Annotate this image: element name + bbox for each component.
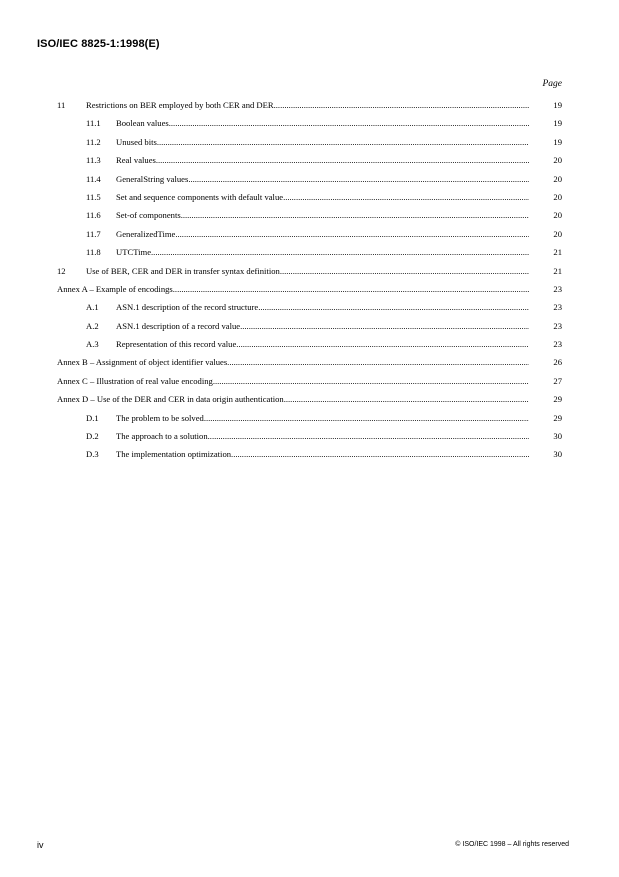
toc-entry[interactable]	[0, 96, 619, 114]
toc-entry-title: ASN.1 description of a record value	[116, 320, 241, 331]
toc-entry[interactable]	[0, 427, 619, 445]
toc-entry-title-line	[116, 335, 529, 353]
toc-dot-leader	[284, 390, 529, 408]
toc-entry-title: The problem to be solved	[116, 412, 204, 423]
toc-entry[interactable]	[0, 409, 619, 427]
toc-entry-title-line	[57, 280, 529, 298]
document-header-title: ISO/IEC 8825-1:1998(E)	[37, 38, 160, 50]
toc-entry-title: Real values	[116, 155, 156, 166]
toc-entry-title-line	[116, 427, 529, 445]
toc-entry-title: The approach to a solution	[116, 431, 208, 442]
toc-dot-leader	[208, 427, 529, 445]
footer-page-number: iv	[37, 840, 44, 850]
toc-entry-page-number: 23	[553, 302, 562, 313]
toc-entry-number: 11.3	[86, 155, 101, 166]
toc-entry-page-number: 29	[553, 412, 562, 423]
toc-entry-page-number: 27	[553, 375, 562, 386]
toc-entry[interactable]	[0, 170, 619, 188]
toc-entry-title: Unused bits	[116, 136, 157, 147]
toc-entry[interactable]	[0, 262, 619, 280]
toc-entry[interactable]	[0, 372, 619, 390]
toc-entry-title-line	[57, 390, 529, 408]
toc-entry-title: Representation of this record value	[116, 339, 237, 350]
toc-entry-page-number: 20	[553, 155, 562, 166]
toc-entry-page-number: 20	[553, 173, 562, 184]
toc-entry-title: Annex A – Example of encodings	[57, 283, 173, 294]
toc-entry-title: Boolean values	[116, 118, 169, 129]
toc-entry-number: 11.1	[86, 118, 101, 129]
footer-copyright: © ISO/IEC 1998 – All rights reserved	[455, 841, 569, 848]
toc-entry[interactable]	[0, 206, 619, 224]
toc-entry[interactable]	[0, 317, 619, 335]
toc-dot-leader	[240, 317, 529, 335]
toc-entry[interactable]	[0, 151, 619, 169]
toc-dot-leader	[227, 353, 529, 371]
toc-entry-title-line	[116, 445, 529, 463]
toc-dot-leader	[213, 372, 529, 390]
toc-entry-number: 11.6	[86, 210, 101, 221]
toc-entry[interactable]	[0, 225, 619, 243]
toc-entry-number: D.1	[86, 412, 99, 423]
toc-entry[interactable]	[0, 280, 619, 298]
toc-entry-page-number: 20	[553, 191, 562, 202]
toc-entry-title: Use of BER, CER and DER in transfer syntax definition	[86, 265, 280, 276]
toc-entry-title-line	[116, 409, 529, 427]
toc-dot-leader	[156, 151, 529, 169]
toc-dot-leader	[204, 409, 529, 427]
toc-entry-number: 11.2	[86, 136, 101, 147]
table-of-contents	[0, 96, 619, 464]
toc-dot-leader	[231, 445, 529, 463]
toc-entry-page-number: 21	[553, 247, 562, 258]
toc-entry-page-number: 20	[553, 228, 562, 239]
toc-entry-title-line	[116, 243, 529, 261]
toc-entry-title: GeneralString values	[116, 173, 189, 184]
toc-entry-page-number: 26	[553, 357, 562, 368]
toc-entry-title: Set-of components	[116, 210, 181, 221]
toc-entry-number: 11.7	[86, 228, 101, 239]
toc-entry[interactable]	[0, 445, 619, 463]
toc-entry-number: A.1	[86, 302, 99, 313]
toc-entry-page-number: 23	[553, 320, 562, 331]
toc-entry-page-number: 19	[553, 118, 562, 129]
toc-entry-page-number: 30	[553, 449, 562, 460]
toc-entry[interactable]	[0, 243, 619, 261]
toc-entry-title-line	[57, 353, 529, 371]
toc-entry-title-line	[116, 114, 529, 132]
toc-entry-page-number: 19	[553, 136, 562, 147]
toc-entry-number: A.2	[86, 320, 99, 331]
toc-dot-leader	[169, 114, 529, 132]
toc-entry-title: UTCTime	[116, 247, 152, 258]
toc-dot-leader	[175, 225, 529, 243]
toc-entry-title-line	[116, 151, 529, 169]
toc-entry-title: ASN.1 description of the record structure	[116, 302, 259, 313]
toc-entry-number: 11.5	[86, 191, 101, 202]
toc-entry-title-line	[57, 372, 529, 390]
toc-entry-title-line	[86, 262, 529, 280]
page-column-label: Page	[542, 79, 562, 89]
toc-entry-page-number: 20	[553, 210, 562, 221]
toc-entry-number: 11	[57, 100, 66, 110]
toc-entry-title-line	[116, 298, 529, 316]
toc-entry-page-number: 23	[553, 283, 562, 294]
toc-entry-page-number: 29	[553, 394, 562, 405]
toc-dot-leader	[280, 262, 529, 280]
toc-entry-page-number: 30	[553, 431, 562, 442]
toc-entry-title: GeneralizedTime	[116, 228, 176, 239]
toc-entry-number: A.3	[86, 339, 99, 350]
toc-entry-title: Annex B – Assignment of object identifier values	[57, 357, 228, 368]
toc-dot-leader	[258, 298, 529, 316]
toc-dot-leader	[181, 206, 529, 224]
toc-entry-number: 12	[57, 265, 66, 276]
toc-entry-title-line	[116, 188, 529, 206]
toc-entry-page-number: 19	[553, 100, 562, 110]
toc-entry-title: Annex C – Illustration of real value encoding	[57, 375, 213, 386]
toc-dot-leader	[157, 133, 529, 151]
toc-entry[interactable]	[0, 298, 619, 316]
toc-entry[interactable]	[0, 353, 619, 371]
toc-entry-title: Restrictions on BER employed by both CER and DER	[86, 100, 274, 110]
toc-entry-title: Set and sequence components with default value	[116, 191, 284, 202]
toc-entry-title-line	[116, 317, 529, 335]
toc-entry-title-line	[86, 96, 529, 114]
toc-entry[interactable]	[0, 114, 619, 132]
toc-entry-number: D.3	[86, 449, 99, 460]
toc-entry[interactable]	[0, 390, 619, 408]
toc-dot-leader	[188, 170, 529, 188]
toc-dot-leader	[283, 188, 529, 206]
toc-entry-title: The implementation optimization	[116, 449, 232, 460]
toc-entry-title-line	[116, 170, 529, 188]
toc-entry-title-line	[116, 225, 529, 243]
toc-entry-page-number: 21	[553, 265, 562, 276]
toc-entry-title-line	[116, 206, 529, 224]
toc-dot-leader	[274, 96, 529, 114]
toc-entry-number: D.2	[86, 431, 99, 442]
toc-entry[interactable]	[0, 133, 619, 151]
toc-dot-leader	[236, 335, 529, 353]
toc-entry-page-number: 23	[553, 339, 562, 350]
toc-dot-leader	[173, 280, 529, 298]
toc-entry-title-line	[116, 133, 529, 151]
toc-entry-title: Annex D – Use of the DER and CER in data origin authentication	[57, 394, 284, 405]
toc-entry-number: 11.4	[86, 173, 101, 184]
toc-entry[interactable]	[0, 335, 619, 353]
toc-entry[interactable]	[0, 188, 619, 206]
toc-entry-number: 11.8	[86, 247, 101, 258]
toc-dot-leader	[151, 243, 529, 261]
